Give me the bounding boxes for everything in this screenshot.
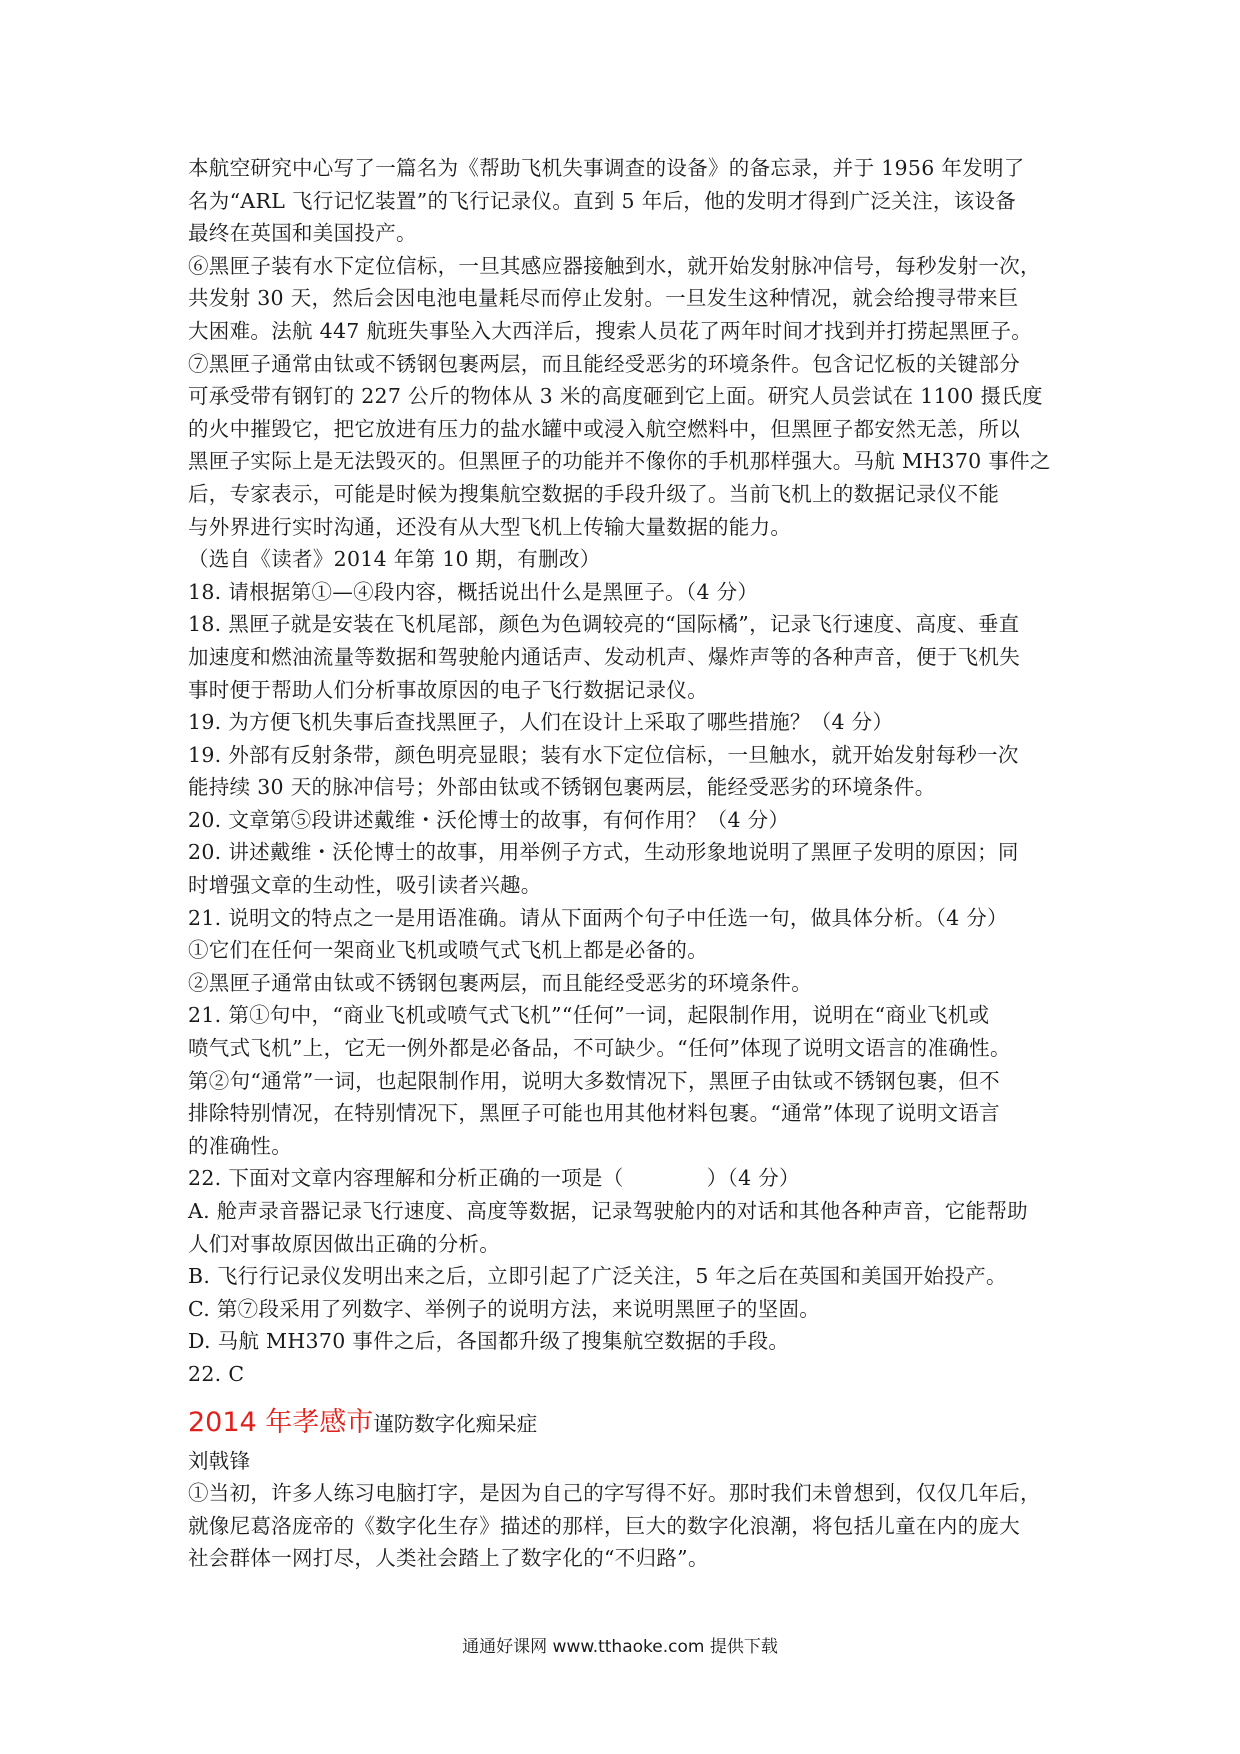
text-line: 可承受带有钢钉的 227 公斤的物体从 3 米的高度砸到它上面。研究人员尝试在 1100 摄氏度 [188, 384, 1043, 409]
text-line: ①当初，许多人练习电脑打字，是因为自己的字写得不好。那时我们未曾想到，仅仅几年后， [188, 1481, 1041, 1506]
text-line: 共发射 30 天，然后会因电池电量耗尽而停止发射。一旦发生这种情况，就会给搜寻带来巨 [188, 286, 1019, 311]
text-line: 本航空研究中心写了一篇名为《帮助飞机失事调查的设备》的备忘录，并于 1956 年发明了 [188, 156, 1025, 180]
question-22-option-c: C. 第⑦段采用了列数字、举例子的说明方法，来说明黑匣子的坚固。 [188, 1296, 821, 1321]
text-line: 就像尼葛洛庞帝的《数字化生存》描述的那样，巨大的数字化浪潮，将包括儿童在内的庞大 [188, 1513, 1020, 1538]
question-22-option-a: 人们对事故原因做出正确的分析。 [188, 1231, 500, 1256]
second-article-body [188, 1445, 1060, 1575]
page-footer: 通通好课网 www.tthaoke.com 提供下载 [462, 1637, 778, 1657]
text-line: 与外界进行实时沟通，还没有从大型飞机上传输大量数据的能力。 [188, 514, 792, 539]
answer-21: 的准确性。 [188, 1133, 292, 1158]
answer-18: 18. 黑匣子就是安装在飞机尾部，颜色为色调较亮的“国际橘”，记录飞行速度、高度、垂直 [188, 612, 1020, 637]
question-18: 18. 请根据第①—④段内容，概括说出什么是黑匣子。（4 分） [188, 579, 759, 604]
question-22-option-d: D. 马航 MH370 事件之后，各国都升级了搜集航空数据的手段。 [188, 1329, 790, 1354]
text-line: 大困难。法航 447 航班失事坠入大西洋后，搜索人员花了两年时间才找到并打捞起黑匣子。 [188, 318, 1033, 343]
answer-21: 21. 第①句中，“商业飞机或喷气式飞机”“任何”一词，起限制作用，说明在“商业飞机或 [188, 1003, 990, 1028]
question-22: 22. 下面对文章内容理解和分析正确的一项是（ ）（4 分） [188, 1166, 800, 1191]
question-22-option-a: A. 舱声录音器记录飞行速度、高度等数据，记录驾驶舱内的对话和其他各种声音，它能帮助 [188, 1199, 1028, 1223]
answer-19: 19. 外部有反射条带，颜色明亮显眼；装有水下定位信标，一旦触水，就开始发射每秒一次 [188, 742, 1019, 767]
question-22-option-b: B. 飞行行记录仪发明出来之后，立即引起了广泛关注，5 年之后在英国和美国开始投产。 [188, 1264, 1007, 1289]
question-20: 20. 文章第⑤段讲述戴维・沃伦博士的故事，有何作用？（4 分） [188, 807, 790, 832]
question-21-option: ②黑匣子通常由钛或不锈钢包裹两层，而且能经受恶劣的环境条件。 [188, 970, 812, 995]
answer-21: 第②句“通常”一词，也起限制作用，说明大多数情况下，黑匣子由钛或不锈钢包裹，但不 [188, 1068, 1000, 1093]
answer-21: 喷气式飞机”上，它无一例外都是必备品，不可缺少。“任何”体现了说明文语言的准确性。 [188, 1036, 1011, 1061]
section-heading-region: 2014 年孝感市 [188, 1406, 374, 1438]
question-21: 21. 说明文的特点之一是用语准确。请从下面两个句子中任选一句，做具体分析。（4 分） [188, 905, 1008, 930]
answer-22: 22. C [188, 1361, 245, 1386]
answer-20: 时增强文章的生动性，吸引读者兴趣。 [188, 873, 542, 898]
answer-20: 20. 讲述戴维・沃伦博士的故事，用举例子方式，生动形象地说明了黑匣子发明的原因；同 [188, 840, 1019, 865]
text-line: 名为“ARL 飞行记忆装置”的飞行记录仪。直到 5 年后，他的发明才得到广泛关注，该设备 [188, 188, 1017, 213]
article-body [188, 152, 1060, 1391]
answer-18: 事时便于帮助人们分析事故原因的电子飞行数据记录仪。 [188, 677, 708, 702]
text-line: 社会群体一网打尽，人类社会踏上了数字化的“不归路”。 [188, 1546, 709, 1571]
text-line: ⑥黑匣子装有水下定位信标，一旦其感应器接触到水，就开始发射脉冲信号，每秒发射一次， [188, 253, 1041, 278]
text-line: 黑匣子实际上是无法毁灭的。但黑匣子的功能并不像你的手机那样强大。马航 MH370 事件之 [188, 449, 1051, 474]
section-heading-title: 谨防数字化痴呆症 [373, 1411, 538, 1436]
spacer [188, 1391, 1060, 1401]
answer-19: 能持续 30 天的脉冲信号；外部由钛或不锈钢包裹两层，能经受恶劣的环境条件。 [188, 775, 936, 800]
section-heading [188, 1401, 1060, 1445]
author-name: 刘戟锋 [188, 1448, 251, 1473]
question-21-option: ①它们在任何一架商业飞机或喷气式飞机上都是必备的。 [188, 938, 708, 963]
source-citation: （选自《读者》2014 年第 10 期，有删改） [188, 547, 601, 572]
text-line: ⑦黑匣子通常由钛或不锈钢包裹两层，而且能经受恶劣的环境条件。包含记忆板的关键部分 [188, 351, 1020, 376]
question-19: 19. 为方便飞机失事后查找黑匣子，人们在设计上采取了哪些措施？（4 分） [188, 710, 894, 735]
text-line: 最终在英国和美国投产。 [188, 221, 417, 246]
text-line: 的火中摧毁它，把它放进有压力的盐水罐中或浸入航空燃料中，但黑匣子都安然无恙，所以 [188, 416, 1020, 441]
document-page [188, 152, 1060, 1575]
answer-21: 排除特别情况，在特别情况下，黑匣子可能也用其他材料包裹。“通常”体现了说明文语言 [188, 1101, 1000, 1126]
answer-18: 加速度和燃油流量等数据和驾驶舱内通话声、发动机声、爆炸声等的各种声音，便于飞机失 [188, 644, 1020, 669]
text-line: 后，专家表示，可能是时候为搜集航空数据的手段升级了。当前飞机上的数据记录仪不能 [188, 481, 1000, 506]
